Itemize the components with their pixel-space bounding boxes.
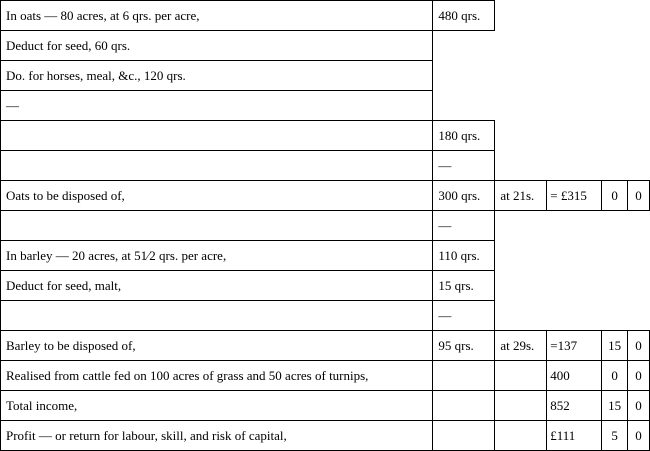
- pence-cell: [628, 211, 650, 241]
- pence-cell: [628, 241, 650, 271]
- table-row: [1, 121, 650, 151]
- shillings-cell: [602, 211, 628, 241]
- table-row: [1, 391, 650, 421]
- pounds-cell: [547, 91, 602, 121]
- pounds-cell: [547, 61, 602, 91]
- pence-cell: [628, 301, 650, 331]
- pounds-cell: 400: [547, 361, 602, 391]
- description-cell: Total income,: [1, 391, 433, 421]
- quantity-cell: 480 qrs.: [433, 1, 495, 31]
- description-cell: Do. for horses, meal, &c., 120 qrs.: [1, 61, 433, 91]
- rate-cell: [495, 121, 547, 151]
- description-cell: [1, 211, 433, 241]
- quantity-cell: [433, 61, 495, 91]
- quantity-cell: 110 qrs.: [433, 241, 495, 271]
- table-row: [1, 1, 650, 31]
- quantity-cell: —: [433, 301, 495, 331]
- table-row: [1, 151, 650, 181]
- quantity-cell: [433, 391, 495, 421]
- pounds-cell: =137: [547, 331, 602, 361]
- shillings-cell: [602, 301, 628, 331]
- pence-cell: [628, 151, 650, 181]
- shillings-cell: 15: [602, 331, 628, 361]
- rate-cell: [495, 31, 547, 61]
- pounds-cell: [547, 121, 602, 151]
- rate-cell: [495, 301, 547, 331]
- shillings-cell: 15: [602, 391, 628, 421]
- description-cell: Deduct for seed, 60 qrs.: [1, 31, 433, 61]
- quantity-cell: —: [433, 151, 495, 181]
- description-cell: [1, 151, 433, 181]
- description-cell: In oats — 80 acres, at 6 qrs. per acre,: [1, 1, 433, 31]
- description-cell: Barley to be disposed of,: [1, 331, 433, 361]
- quantity-cell: 95 qrs.: [433, 331, 495, 361]
- shillings-cell: [602, 1, 628, 31]
- quantity-cell: 15 qrs.: [433, 271, 495, 301]
- description-cell: Realised from cattle fed on 100 acres of grass and 50 acres of turnips,: [1, 361, 433, 391]
- table-row: [1, 421, 650, 451]
- description-cell: [1, 301, 433, 331]
- pence-cell: [628, 271, 650, 301]
- pounds-cell: [547, 31, 602, 61]
- table-row: [1, 241, 650, 271]
- pence-cell: [628, 1, 650, 31]
- pounds-cell: [547, 151, 602, 181]
- pounds-cell: [547, 1, 602, 31]
- description-cell: Profit — or return for labour, skill, and risk of capital,: [1, 421, 433, 451]
- description-cell: In barley — 20 acres, at 51⁄2 qrs. per acre,: [1, 241, 433, 271]
- pence-cell: [628, 91, 650, 121]
- pence-cell: [628, 61, 650, 91]
- rate-cell: [495, 61, 547, 91]
- rate-cell: [495, 271, 547, 301]
- table-row: [1, 211, 650, 241]
- pence-cell: [628, 31, 650, 61]
- rate-cell: at 29s.: [495, 331, 547, 361]
- table-row: [1, 61, 650, 91]
- pence-cell: 0: [628, 331, 650, 361]
- pounds-cell: [547, 241, 602, 271]
- shillings-cell: [602, 241, 628, 271]
- pounds-cell: 852: [547, 391, 602, 421]
- rate-cell: [495, 211, 547, 241]
- quantity-cell: [433, 91, 495, 121]
- table-row: [1, 271, 650, 301]
- pence-cell: 0: [628, 391, 650, 421]
- rate-cell: [495, 1, 547, 31]
- quantity-cell: [433, 421, 495, 451]
- description-cell: —: [1, 91, 433, 121]
- quantity-cell: —: [433, 211, 495, 241]
- pence-cell: [628, 121, 650, 151]
- quantity-cell: [433, 361, 495, 391]
- quantity-cell: [433, 31, 495, 61]
- pence-cell: 0: [628, 421, 650, 451]
- rate-cell: at 21s.: [495, 181, 547, 211]
- pence-cell: 0: [628, 361, 650, 391]
- table-row: [1, 331, 650, 361]
- shillings-cell: [602, 151, 628, 181]
- shillings-cell: [602, 121, 628, 151]
- rate-cell: [495, 421, 547, 451]
- rate-cell: [495, 241, 547, 271]
- shillings-cell: 5: [602, 421, 628, 451]
- quantity-cell: 300 qrs.: [433, 181, 495, 211]
- shillings-cell: 0: [602, 361, 628, 391]
- table-row: [1, 181, 650, 211]
- rate-cell: [495, 361, 547, 391]
- pounds-cell: [547, 301, 602, 331]
- shillings-cell: [602, 31, 628, 61]
- quantity-cell: 180 qrs.: [433, 121, 495, 151]
- table-row: [1, 91, 650, 121]
- shillings-cell: [602, 271, 628, 301]
- table-row: [1, 361, 650, 391]
- description-cell: Deduct for seed, malt,: [1, 271, 433, 301]
- shillings-cell: [602, 91, 628, 121]
- pence-cell: 0: [628, 181, 650, 211]
- pounds-cell: [547, 271, 602, 301]
- table-row: [1, 301, 650, 331]
- description-cell: [1, 121, 433, 151]
- description-cell: Oats to be disposed of,: [1, 181, 433, 211]
- rate-cell: [495, 91, 547, 121]
- pounds-cell: = £315: [547, 181, 602, 211]
- shillings-cell: [602, 61, 628, 91]
- rate-cell: [495, 391, 547, 421]
- table-row: [1, 31, 650, 61]
- shillings-cell: 0: [602, 181, 628, 211]
- rate-cell: [495, 151, 547, 181]
- pounds-cell: [547, 211, 602, 241]
- pounds-cell: £111: [547, 421, 602, 451]
